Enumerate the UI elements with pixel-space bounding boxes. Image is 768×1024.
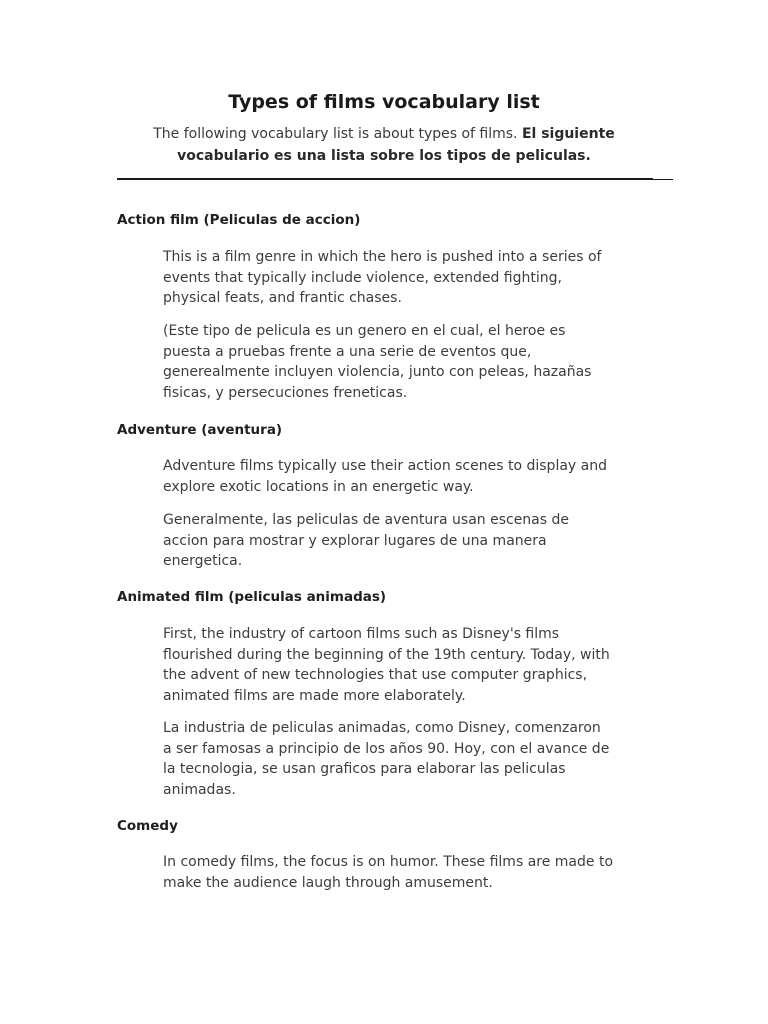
section-paragraph-animated-en: First, the industry of cartoon films such as Disney's films flourished during the beginning of the 19th century. Today, with the advent of new technologies that use computer graphics, animated films are made more elaborately. <box>163 626 610 704</box>
section-heading-action: Action film (Peliculas de accion) <box>117 212 361 228</box>
section-heading-comedy: Comedy <box>117 818 178 834</box>
intro-english: The following vocabulary list is about types of films. <box>153 126 522 142</box>
section-paragraph-action-es: (Este tipo de pelicula es un genero en el cual, el heroe es puesta a pruebas frente a una serie de eventos que, generealmente incluyen violencia, junto con peleas, hazañas fisicas, y persecuciones freneticas. <box>163 323 592 401</box>
section-paragraph-comedy-en: In comedy films, the focus is on humor. These films are made to make the audience laugh through amusement. <box>163 854 614 891</box>
intro-spanish: El siguiente vocabulario es una lista sobre los tipos de peliculas. <box>177 126 615 164</box>
section-paragraph-action-en: This is a film genre in which the hero is pushed into a series of events that typically include violence, extended fighting, physical feats, and frantic chases. <box>163 249 602 306</box>
section-paragraph-adventure-en: Adventure films typically use their action scenes to display and explore exotic locations in an energetic way. <box>163 458 607 495</box>
title-divider <box>117 178 653 180</box>
section-paragraph-adventure-es: Generalmente, las peliculas de aventura usan escenas de accion para mostrar y explorar lugares de una manera energetica. <box>163 512 570 569</box>
section-paragraph-animated-es: La industria de peliculas animadas, como Disney, comenzaron a ser famosas a principio de los años 90. Hoy, con el avance de la tecnologia, se usan graficos para elaborar las peliculas animadas. <box>163 720 610 798</box>
intro-paragraph <box>130 123 638 167</box>
title-divider-tail <box>653 179 673 180</box>
page-title: Types of films vocabulary list <box>228 91 540 113</box>
section-heading-animated: Animated film (peliculas animadas) <box>117 589 387 605</box>
section-heading-adventure: Adventure (aventura) <box>117 422 283 438</box>
